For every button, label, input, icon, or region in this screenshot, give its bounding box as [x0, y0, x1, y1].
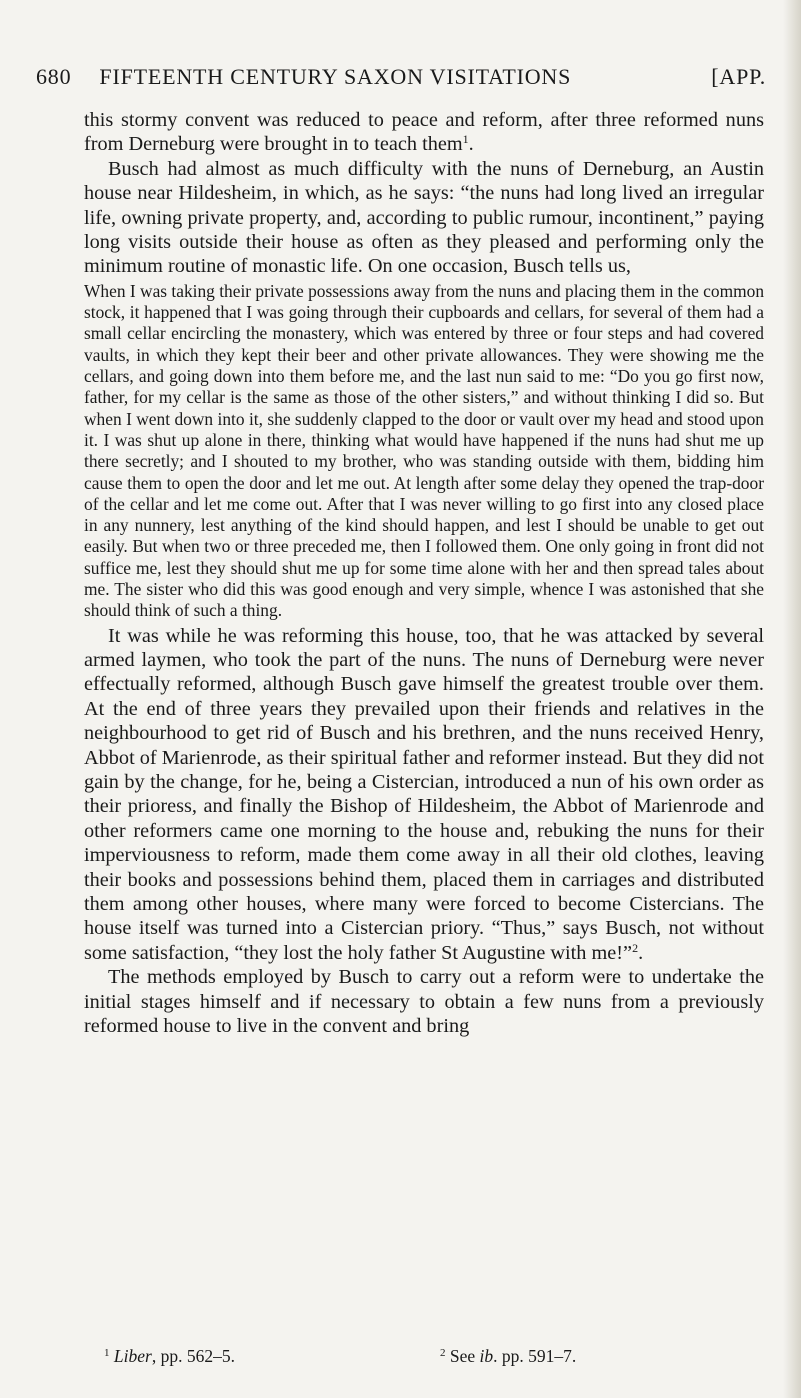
- footnote-ref-1: 1: [462, 132, 469, 147]
- section-tag: [APP.: [711, 64, 766, 89]
- page-number: 680: [36, 64, 72, 89]
- block-quote: When I was taking their private possessions away from the nuns and placing them in the common stock, it happened that I was going through their cupboards and cellars, for several of them had a small cellar encircling the monastery, which was entered by three or four steps and had covered vaults, in which they kept their beer and other private allowances. They were showing me the cellars, and going down into them before me, and the last nun said to me: “Do you go first now, father, for my cellar is the same as those of the other sisters,” and without thinking I did so. But when I went down into it, she suddenly clapped to the door or vault over my head and stood upon it. I was shut up alone in there, thinking what would have happened if the nuns had shut me up there secretly; and I shouted to my brother, who was standing outside with them, bidding him cause them to open the door and let me out. At length after some delay they opened the trap-door of the cellar and let me come out. After that I was never willing to go first into any closed place in any nunnery, lest anything of the kind should happen, and lest I should be unable to get out easily. But when two or three preceded me, then I followed them. One only going in front did not suffice me, lest they should shut me up for some time alone with her and then spread tales about me. The sister who did this was good enough and very simple, whence I was astonished that she should think of such a thing.: [84, 280, 765, 621]
- footnote-ref-2: 2: [632, 940, 639, 955]
- running-title: FIFTEENTH CENTURY SAXON VISITATIONS: [99, 64, 572, 89]
- footnote-1: $^1$ Liber, pp. 562–5.: [104, 1346, 235, 1366]
- footnotes: [84, 1346, 764, 1367]
- main-text: [84, 108, 764, 1039]
- footnote-2: $^2$ See ib. pp. 591–7.: [440, 1346, 577, 1366]
- paragraph-3: It was while he was reforming this house, too, that he was attacked by several armed laymen, who took the part of the nuns. The nuns of Derneburg were never effectually reformed, although Busch gave himself the greatest trouble over them. At the end of three years they prevailed upon their friends and relatives in the neighbourhood to get rid of Busch and his brethren, and the nuns received Henry, Abbot of Marienrode, as their spiritual father and reformer instead. But they did not gain by the change, for he, being a Cistercian, introduced a nun of his own order as their prioress, and finally the Bishop of Hildesheim, the Abbot of Marienrode and other reformers came one morning to the house and, rebuking the nuns for their imperviousness to reform, made them come away in all their old clothes, leaving their books and possessions behind them, placed them in carriages and distributed them among other houses, where many were forced to become Cistercians. The house itself was turned into a Cistercian priory. “Thus,” says Busch, not without some satisfaction, “they lost the holy father St Augustine with me!”$^2$.: [84, 624, 764, 964]
- running-head: [36, 64, 766, 90]
- paragraph-2: Busch had almost as much difficulty with the nuns of Derneburg, an Austin house near Hildesheim, in which, as he says: “the nuns had long lived an irregular life, owning private property, and, according to public rumour, incontinent,” paying long visits outside their house as often as they pleased and performing only the minimum routine of monastic life. On one occasion, Busch tells us,: [84, 157, 764, 278]
- paragraph-1: this stormy convent was reduced to peace and reform, after three reformed nuns from Derneburg were brought in to teach them$^1$.: [84, 109, 764, 156]
- page-edge-shadow: [783, 0, 801, 1398]
- paragraph-4: The methods employed by Busch to carry out a reform were to undertake the initial stages himself and if necessary to obtain a few nuns from a previously reformed house to live in the convent and bring: [84, 966, 764, 1038]
